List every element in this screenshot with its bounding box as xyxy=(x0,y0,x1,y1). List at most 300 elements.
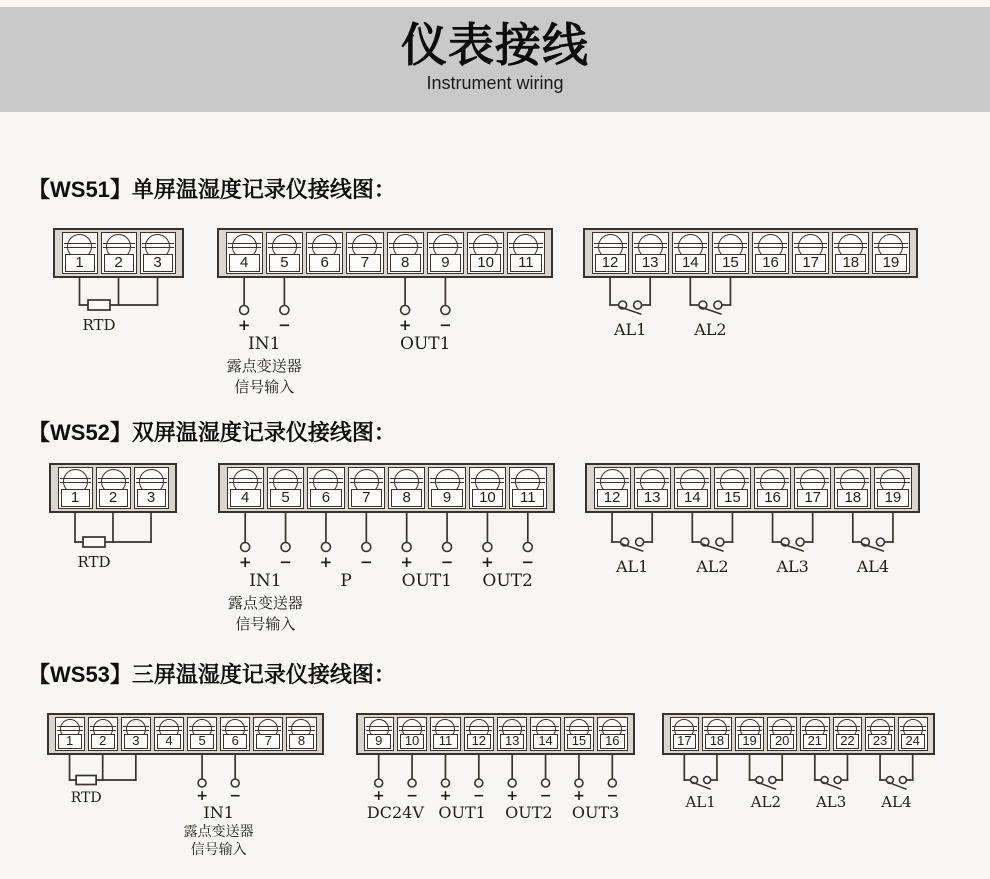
screw-slot-icon xyxy=(672,726,698,727)
terminal-cell xyxy=(898,717,928,751)
screw-slot-icon xyxy=(737,730,763,731)
io-label: OUT2 xyxy=(482,571,533,591)
screw-slot-icon xyxy=(867,726,893,727)
page-title: 仪表接线 xyxy=(401,19,589,71)
plus-sign: + xyxy=(238,553,252,571)
screw-slot-icon xyxy=(309,482,342,483)
io-label: OUT2 xyxy=(505,803,553,822)
terminal-number: 11 xyxy=(433,734,457,749)
screw-slot-icon xyxy=(399,726,425,727)
terminal-number: 5 xyxy=(270,489,301,507)
signal-terminal-circle-icon xyxy=(523,543,532,552)
screw-slot-icon xyxy=(98,482,129,483)
terminal-cell xyxy=(754,467,791,509)
alarm-label: AL4 xyxy=(881,793,912,811)
terminal-number: 14 xyxy=(677,489,708,507)
terminal-block xyxy=(218,463,555,513)
terminal-number: 18 xyxy=(835,254,866,272)
io-sublabel: 信号输入 xyxy=(190,842,247,858)
minus-sign: − xyxy=(360,553,373,571)
terminal-cell xyxy=(800,717,830,751)
signal-terminal-circle-icon xyxy=(231,779,239,787)
screw-slot-icon xyxy=(532,726,558,727)
screw-slot-icon xyxy=(430,482,463,483)
resistor-icon xyxy=(88,300,110,310)
screw-slot-icon xyxy=(229,478,262,479)
screw-slot-icon xyxy=(802,730,828,731)
relay-contact-circle-icon xyxy=(716,538,724,546)
screw-slot-icon xyxy=(874,247,907,248)
screw-slot-icon xyxy=(756,482,789,483)
terminal-number: 7 xyxy=(351,489,382,507)
screw-slot-icon xyxy=(704,730,730,731)
terminal-number: 3 xyxy=(124,734,148,749)
io-sublabel: 信号输入 xyxy=(235,615,296,633)
screw-slot-icon xyxy=(229,482,262,483)
terminal-number: 7 xyxy=(256,734,280,749)
terminal-number: 4 xyxy=(229,254,260,272)
screw-slot-icon xyxy=(432,730,458,731)
screw-slot-icon xyxy=(123,730,149,731)
plus-sign: + xyxy=(319,553,333,571)
signal-terminal-circle-icon xyxy=(542,779,550,787)
alarm-label: AL1 xyxy=(685,793,716,811)
signal-terminal-circle-icon xyxy=(608,779,616,787)
screw-slot-icon xyxy=(156,730,182,731)
screw-slot-icon xyxy=(268,247,301,248)
plus-sign: + xyxy=(398,316,412,334)
terminal-number: 8 xyxy=(289,734,313,749)
screw-slot-icon xyxy=(796,478,829,479)
minus-sign: − xyxy=(439,316,452,334)
screw-slot-icon xyxy=(366,726,392,727)
screw-slot-icon xyxy=(90,730,116,731)
screw-slot-icon xyxy=(566,730,592,731)
terminal-cell xyxy=(674,467,711,509)
screw-slot-icon xyxy=(466,726,492,727)
terminal-cell xyxy=(509,467,546,509)
terminal-number: 15 xyxy=(715,254,746,272)
screw-slot-icon xyxy=(499,730,525,731)
io-sublabel: 信号输入 xyxy=(234,378,295,396)
terminal-cell xyxy=(101,232,137,274)
screw-slot-icon xyxy=(429,243,462,244)
terminal-number: 2 xyxy=(104,254,134,272)
minus-sign: − xyxy=(279,553,292,571)
screw-slot-icon xyxy=(769,730,795,731)
terminal-cell xyxy=(467,232,504,274)
terminal-cell xyxy=(364,717,394,751)
screw-slot-icon xyxy=(737,726,763,727)
screw-slot-icon xyxy=(142,243,174,244)
signal-terminal-circle-icon xyxy=(280,306,289,315)
terminal-cell xyxy=(306,232,343,274)
screw-slot-icon xyxy=(900,726,926,727)
terminal-cell xyxy=(88,717,118,751)
plus-sign: + xyxy=(506,788,519,804)
screw-slot-icon xyxy=(836,478,869,479)
terminal-number: 2 xyxy=(91,734,115,749)
screw-slot-icon xyxy=(802,726,828,727)
screw-slot-icon xyxy=(103,247,135,248)
terminal-block xyxy=(583,228,918,278)
screw-slot-icon xyxy=(389,247,422,248)
terminal-number: 8 xyxy=(390,254,421,272)
minus-sign: − xyxy=(521,553,535,571)
signal-terminal-circle-icon xyxy=(408,779,416,787)
screw-slot-icon xyxy=(867,730,893,731)
io-label: P xyxy=(340,571,352,591)
terminal-number: 6 xyxy=(310,489,341,507)
screw-slot-icon xyxy=(714,243,747,244)
plus-sign: + xyxy=(439,788,452,804)
screw-slot-icon xyxy=(269,478,302,479)
screw-slot-icon xyxy=(466,730,492,731)
terminal-number: 12 xyxy=(467,734,491,749)
signal-terminal-circle-icon xyxy=(483,543,492,552)
screw-slot-icon xyxy=(876,478,909,479)
terminal-cell xyxy=(564,717,594,751)
relay-contact-circle-icon xyxy=(876,538,884,546)
signal-terminal-circle-icon xyxy=(362,543,371,552)
screw-slot-icon xyxy=(350,482,383,483)
terminal-number: 17 xyxy=(673,734,697,749)
screw-slot-icon xyxy=(142,247,174,248)
plus-sign: + xyxy=(573,788,585,804)
screw-slot-icon xyxy=(900,730,926,731)
terminal-number: 16 xyxy=(755,254,786,272)
terminal-cell xyxy=(346,232,383,274)
terminal-cell xyxy=(267,467,304,509)
terminal-number: 5 xyxy=(269,254,300,272)
terminal-cell xyxy=(226,232,263,274)
terminal-block xyxy=(662,713,935,755)
terminal-number: 3 xyxy=(143,254,173,272)
terminal-cell xyxy=(154,717,184,751)
screw-slot-icon xyxy=(123,726,149,727)
terminal-number: 19 xyxy=(877,489,908,507)
terminal-number: 13 xyxy=(500,734,524,749)
terminal-cell xyxy=(121,717,151,751)
terminal-number: 12 xyxy=(595,254,626,272)
screw-slot-icon xyxy=(509,247,542,248)
screw-slot-icon xyxy=(103,243,135,244)
terminal-cell xyxy=(140,232,176,274)
screw-slot-icon xyxy=(471,478,504,479)
screw-slot-icon xyxy=(704,726,730,727)
alarm-label: AL4 xyxy=(856,557,890,576)
plus-sign: + xyxy=(400,553,413,571)
screw-slot-icon xyxy=(255,730,281,731)
terminal-cell xyxy=(507,232,544,274)
screw-slot-icon xyxy=(57,726,83,727)
alarm-label: AL1 xyxy=(615,557,649,576)
terminal-cell xyxy=(266,232,303,274)
terminal-cell xyxy=(874,467,911,509)
screw-slot-icon xyxy=(90,726,116,727)
terminal-cell xyxy=(187,717,217,751)
screw-slot-icon xyxy=(98,478,129,479)
signal-terminal-circle-icon xyxy=(198,779,206,787)
plus-sign: + xyxy=(237,316,251,334)
terminal-cell xyxy=(220,717,250,751)
terminal-number: 6 xyxy=(223,734,247,749)
screw-slot-icon xyxy=(189,730,215,731)
terminal-cell xyxy=(253,717,283,751)
resistor-icon xyxy=(83,537,105,547)
screw-slot-icon xyxy=(834,247,867,248)
screw-slot-icon xyxy=(674,243,707,244)
terminal-number: 6 xyxy=(309,254,340,272)
screw-slot-icon xyxy=(636,478,669,479)
terminal-cell xyxy=(872,232,909,274)
relay-contact-circle-icon xyxy=(714,301,722,309)
terminal-number: 1 xyxy=(58,734,82,749)
terminal-cell xyxy=(592,232,629,274)
screw-slot-icon xyxy=(57,730,83,731)
plus-sign: + xyxy=(372,788,385,804)
terminal-number: 13 xyxy=(635,254,666,272)
terminal-number: 16 xyxy=(757,489,788,507)
terminal-block xyxy=(47,713,324,755)
screw-slot-icon xyxy=(136,478,167,479)
screw-slot-icon xyxy=(390,478,423,479)
terminal-number: 20 xyxy=(770,734,794,749)
screw-slot-icon xyxy=(634,243,667,244)
terminal-cell xyxy=(387,232,424,274)
section-title: 【WS51】单屏温湿度记录仪接线图： xyxy=(28,177,396,202)
terminal-cell xyxy=(792,232,829,274)
terminal-number: 19 xyxy=(738,734,762,749)
terminal-number: 7 xyxy=(349,254,380,272)
screw-slot-icon xyxy=(432,726,458,727)
terminal-cell xyxy=(672,232,709,274)
terminal-number: 11 xyxy=(510,254,541,272)
terminal-cell xyxy=(865,717,895,751)
resistor-icon xyxy=(76,776,96,785)
signal-terminal-circle-icon xyxy=(281,543,290,552)
terminal-cell xyxy=(712,232,749,274)
screw-slot-icon xyxy=(834,243,867,244)
terminal-number: 22 xyxy=(836,734,860,749)
screw-slot-icon xyxy=(754,247,787,248)
screw-slot-icon xyxy=(676,482,709,483)
screw-slot-icon xyxy=(228,247,261,248)
terminal-cell xyxy=(62,232,98,274)
signal-terminal-circle-icon xyxy=(375,779,383,787)
signal-terminal-circle-icon xyxy=(321,543,330,552)
terminal-number: 14 xyxy=(675,254,706,272)
section-title: 【WS52】双屏温湿度记录仪接线图： xyxy=(28,420,396,445)
screw-slot-icon xyxy=(309,478,342,479)
screw-slot-icon xyxy=(222,726,248,727)
terminal-cell xyxy=(832,232,869,274)
terminal-cell xyxy=(397,717,427,751)
screw-slot-icon xyxy=(389,243,422,244)
minus-sign: − xyxy=(229,788,242,804)
terminal-cell xyxy=(735,717,765,751)
io-sublabel: 露点变送器 xyxy=(226,357,302,375)
screw-slot-icon xyxy=(835,726,861,727)
plus-sign: + xyxy=(196,788,208,804)
terminal-cell xyxy=(597,717,627,751)
terminal-number: 15 xyxy=(717,489,748,507)
screw-slot-icon xyxy=(350,478,383,479)
screw-slot-icon xyxy=(794,247,827,248)
terminal-cell xyxy=(430,717,460,751)
rtd-label: RTD xyxy=(82,316,116,334)
io-label: OUT3 xyxy=(571,803,620,822)
screw-slot-icon xyxy=(64,247,96,248)
page-subtitle: Instrument wiring xyxy=(426,72,564,93)
signal-terminal-circle-icon xyxy=(443,543,452,552)
screw-slot-icon xyxy=(674,247,707,248)
signal-terminal-circle-icon xyxy=(240,306,249,315)
screw-slot-icon xyxy=(594,247,627,248)
screw-slot-icon xyxy=(399,730,425,731)
screw-slot-icon xyxy=(599,726,625,727)
terminal-cell xyxy=(307,467,344,509)
screw-slot-icon xyxy=(876,482,909,483)
screw-slot-icon xyxy=(594,243,627,244)
io-label: OUT1 xyxy=(400,334,451,354)
screw-slot-icon xyxy=(716,482,749,483)
terminal-number: 17 xyxy=(797,489,828,507)
screw-slot-icon xyxy=(796,482,829,483)
screw-slot-icon xyxy=(511,482,544,483)
io-label: IN1 xyxy=(203,803,234,822)
terminal-number: 4 xyxy=(230,489,261,507)
screw-slot-icon xyxy=(499,726,525,727)
minus-sign: − xyxy=(440,553,454,571)
rtd-label: RTD xyxy=(70,790,102,806)
terminal-number: 24 xyxy=(901,734,925,749)
terminal-number: 3 xyxy=(137,489,166,507)
screw-slot-icon xyxy=(756,478,789,479)
screw-slot-icon xyxy=(268,243,301,244)
terminal-cell xyxy=(464,717,494,751)
screw-slot-icon xyxy=(714,247,747,248)
screw-slot-icon xyxy=(430,478,463,479)
signal-terminal-circle-icon xyxy=(575,779,583,787)
alarm-label: AL3 xyxy=(815,793,847,811)
terminal-cell xyxy=(632,232,669,274)
screw-slot-icon xyxy=(676,478,709,479)
screw-slot-icon xyxy=(596,478,629,479)
terminal-number: 23 xyxy=(868,734,892,749)
screw-slot-icon xyxy=(509,243,542,244)
terminal-block xyxy=(53,228,184,278)
screw-slot-icon xyxy=(308,247,341,248)
screw-slot-icon xyxy=(596,482,629,483)
terminal-cell xyxy=(833,717,863,751)
rtd-label: RTD xyxy=(77,553,111,571)
io-sublabel: 露点变送器 xyxy=(227,594,303,612)
screw-slot-icon xyxy=(469,243,502,244)
terminal-cell xyxy=(428,467,465,509)
alarm-label: AL2 xyxy=(694,320,727,339)
screw-slot-icon xyxy=(366,730,392,731)
plus-sign: + xyxy=(481,553,494,571)
terminal-number: 10 xyxy=(400,734,424,749)
terminal-number: 14 xyxy=(533,734,557,749)
terminal-cell xyxy=(348,467,385,509)
minus-sign: − xyxy=(606,788,619,804)
terminal-number: 9 xyxy=(367,734,391,749)
terminal-cell xyxy=(497,717,527,751)
signal-terminal-circle-icon xyxy=(401,306,410,315)
screw-slot-icon xyxy=(60,482,91,483)
minus-sign: − xyxy=(472,788,485,804)
terminal-cell xyxy=(670,717,700,751)
screw-slot-icon xyxy=(511,478,544,479)
header-banner xyxy=(0,7,990,112)
alarm-label: AL2 xyxy=(750,793,782,811)
terminal-number: 5 xyxy=(190,734,214,749)
screw-slot-icon xyxy=(874,243,907,244)
screw-slot-icon xyxy=(348,247,381,248)
signal-terminal-circle-icon xyxy=(508,779,516,787)
terminal-block xyxy=(217,228,553,278)
alarm-label: AL1 xyxy=(613,320,647,339)
terminal-cell xyxy=(96,467,131,509)
screw-slot-icon xyxy=(136,482,167,483)
minus-sign: − xyxy=(539,788,552,804)
signal-terminal-circle-icon xyxy=(241,543,250,552)
terminal-number: 10 xyxy=(472,489,503,507)
relay-contact-circle-icon xyxy=(636,538,644,546)
screw-slot-icon xyxy=(64,243,96,244)
terminal-cell xyxy=(767,717,797,751)
screw-slot-icon xyxy=(60,478,91,479)
relay-contact-circle-icon xyxy=(899,777,906,784)
terminal-cell xyxy=(469,467,506,509)
terminal-number: 15 xyxy=(567,734,591,749)
terminal-number: 8 xyxy=(391,489,422,507)
io-label: OUT1 xyxy=(401,571,453,591)
terminal-cell xyxy=(834,467,871,509)
terminal-cell xyxy=(634,467,671,509)
screw-slot-icon xyxy=(269,482,302,483)
screw-slot-icon xyxy=(288,726,314,727)
terminal-cell xyxy=(388,467,425,509)
terminal-number: 2 xyxy=(99,489,128,507)
io-label: IN1 xyxy=(248,334,281,354)
io-label: OUT1 xyxy=(438,803,486,822)
screw-slot-icon xyxy=(348,243,381,244)
terminal-cell xyxy=(702,717,732,751)
terminal-number: 18 xyxy=(705,734,729,749)
screw-slot-icon xyxy=(636,482,669,483)
screw-slot-icon xyxy=(835,730,861,731)
signal-terminal-circle-icon xyxy=(475,779,483,787)
io-label: IN1 xyxy=(249,571,282,591)
terminal-cell xyxy=(714,467,751,509)
screw-slot-icon xyxy=(288,730,314,731)
relay-contact-circle-icon xyxy=(704,777,711,784)
alarm-label: AL2 xyxy=(696,557,729,576)
terminal-block xyxy=(49,463,177,513)
terminal-cell xyxy=(594,467,631,509)
signal-terminal-circle-icon xyxy=(441,306,450,315)
screw-slot-icon xyxy=(255,726,281,727)
screw-slot-icon xyxy=(566,726,592,727)
terminal-number: 18 xyxy=(837,489,868,507)
terminal-cell xyxy=(530,717,560,751)
terminal-cell xyxy=(752,232,789,274)
terminal-cell xyxy=(134,467,169,509)
screw-slot-icon xyxy=(794,243,827,244)
